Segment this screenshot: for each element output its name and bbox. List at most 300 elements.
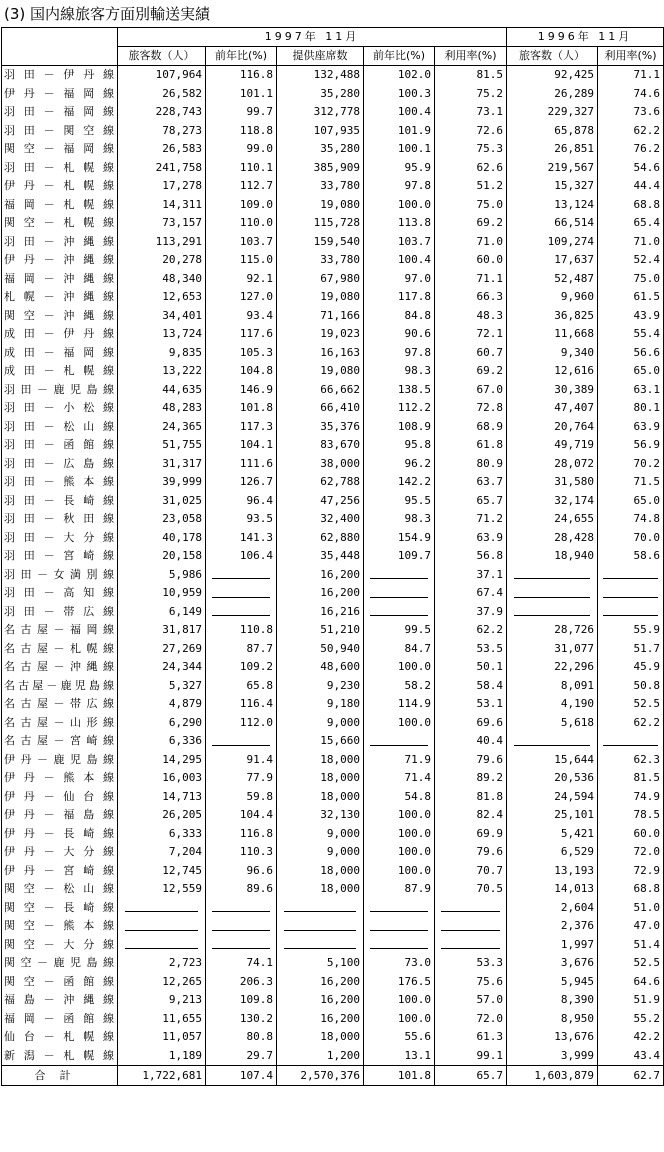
no-data-cell <box>277 917 364 936</box>
seats-yoy-cell: 142.2 <box>364 473 435 492</box>
load-factor-cell: 61.8 <box>435 436 507 455</box>
load-factor-cell: 63.9 <box>435 529 507 548</box>
yoy-cell: 92.1 <box>206 270 277 289</box>
load-factor-1996-cell: 70.0 <box>598 529 664 548</box>
load-factor-cell: 53.5 <box>435 640 507 659</box>
load-factor-1996-cell: 62.2 <box>598 122 664 141</box>
no-data-cell <box>435 899 507 918</box>
no-data-line <box>284 930 356 931</box>
no-data-cell <box>364 936 435 955</box>
load-factor-1996-cell: 56.6 <box>598 344 664 363</box>
seats-yoy-cell: 90.6 <box>364 325 435 344</box>
no-data-cell <box>206 584 277 603</box>
no-data-line <box>370 745 429 746</box>
seats-cell: 312,778 <box>277 103 364 122</box>
route-header-cell <box>2 28 118 66</box>
seats-yoy-cell: 100.0 <box>364 658 435 677</box>
route-name-cell: 福島－沖縄線 <box>2 991 118 1010</box>
seats-cell: 15,660 <box>277 732 364 751</box>
no-data-line <box>441 911 501 912</box>
passengers-cell: 6,149 <box>118 603 206 622</box>
passengers-1996-cell: 11,668 <box>507 325 598 344</box>
yoy-cell: 29.7 <box>206 1047 277 1066</box>
no-data-line <box>603 597 658 598</box>
table-row <box>2 547 664 566</box>
seats-yoy-cell: 58.2 <box>364 677 435 696</box>
load-factor-cell: 70.5 <box>435 880 507 899</box>
seats-yoy-cell: 71.9 <box>364 751 435 770</box>
seats-yoy-header: 前年比(%) <box>364 47 435 66</box>
load-factor-1996-cell: 81.5 <box>598 769 664 788</box>
load-factor-cell: 63.7 <box>435 473 507 492</box>
seats-cell: 16,216 <box>277 603 364 622</box>
seats-yoy-cell: 117.8 <box>364 288 435 307</box>
yoy-cell: 130.2 <box>206 1010 277 1029</box>
passengers-cell: 27,269 <box>118 640 206 659</box>
table-row <box>2 677 664 696</box>
passengers-cell: 4,879 <box>118 695 206 714</box>
seats-cell: 18,000 <box>277 1028 364 1047</box>
seats-cell: 16,163 <box>277 344 364 363</box>
load-factor-cell: 58.4 <box>435 677 507 696</box>
route-statistics-table <box>1 27 664 1086</box>
table-row <box>2 436 664 455</box>
no-data-cell <box>277 936 364 955</box>
seats-cell: 32,130 <box>277 806 364 825</box>
seats-yoy-cell: 112.2 <box>364 399 435 418</box>
route-name-cell: 成田－福岡線 <box>2 344 118 363</box>
no-data-line <box>125 911 198 912</box>
passengers-cell: 78,273 <box>118 122 206 141</box>
passengers-cell: 14,311 <box>118 196 206 215</box>
no-data-line <box>441 930 501 931</box>
load-factor-cell: 81.8 <box>435 788 507 807</box>
no-data-cell <box>118 936 206 955</box>
passengers-1996-cell: 25,101 <box>507 806 598 825</box>
load-factor-1996-cell: 64.6 <box>598 973 664 992</box>
seats-yoy-cell: 96.2 <box>364 455 435 474</box>
no-data-line <box>603 578 658 579</box>
route-name-cell: 羽田－熊本線 <box>2 473 118 492</box>
passengers-1996-cell: 28,726 <box>507 621 598 640</box>
yoy-cell: 59.8 <box>206 788 277 807</box>
passengers-cell: 1,189 <box>118 1047 206 1066</box>
load-factor-1996-cell: 45.9 <box>598 658 664 677</box>
load-factor-cell: 80.9 <box>435 455 507 474</box>
seats-cell: 16,200 <box>277 973 364 992</box>
passengers-1996-cell: 13,124 <box>507 196 598 215</box>
yoy-cell: 99.7 <box>206 103 277 122</box>
table-row <box>2 695 664 714</box>
seats-cell: 62,788 <box>277 473 364 492</box>
route-name-cell: 成田－札幌線 <box>2 362 118 381</box>
seats-cell: 1,200 <box>277 1047 364 1066</box>
passengers-cell: 13,222 <box>118 362 206 381</box>
load-factor-1996-cell: 63.9 <box>598 418 664 437</box>
load-factor-1996-cell: 68.8 <box>598 196 664 215</box>
load-factor-cell: 79.6 <box>435 843 507 862</box>
load-factor-cell: 61.3 <box>435 1028 507 1047</box>
seats-cell: 9,000 <box>277 843 364 862</box>
seats-cell: 18,000 <box>277 880 364 899</box>
load-factor-cell: 71.1 <box>435 270 507 289</box>
passengers-1996-cell: 8,950 <box>507 1010 598 1029</box>
table-row <box>2 788 664 807</box>
load-factor-1996-cell: 73.6 <box>598 103 664 122</box>
load-factor-cell: 75.0 <box>435 196 507 215</box>
yoy-cell: 96.4 <box>206 492 277 511</box>
route-name-cell: 伊丹－熊本線 <box>2 769 118 788</box>
yoy-cell: 126.7 <box>206 473 277 492</box>
seats-cell: 47,256 <box>277 492 364 511</box>
route-name-cell: 関空－松山線 <box>2 880 118 899</box>
yoy-cell: 77.9 <box>206 769 277 788</box>
passengers-1996-cell: 8,390 <box>507 991 598 1010</box>
seats-cell: 35,448 <box>277 547 364 566</box>
route-name-cell: 羽田－松山線 <box>2 418 118 437</box>
no-data-cell <box>364 584 435 603</box>
passengers-cell: 14,713 <box>118 788 206 807</box>
no-data-cell <box>364 899 435 918</box>
load-factor-1996-cell: 61.5 <box>598 288 664 307</box>
no-data-line <box>514 578 590 579</box>
load-factor-1996-header: 利用率(%) <box>598 47 664 66</box>
passengers-cell: 26,205 <box>118 806 206 825</box>
yoy-cell: 65.8 <box>206 677 277 696</box>
passengers-1996-cell: 12,616 <box>507 362 598 381</box>
passengers-1996-cell: 20,764 <box>507 418 598 437</box>
passengers-1996-cell: 24,594 <box>507 788 598 807</box>
yoy-cell: 110.1 <box>206 159 277 178</box>
no-data-line <box>212 930 271 931</box>
load-factor-1996-cell: 51.9 <box>598 991 664 1010</box>
seats-yoy-cell: 109.7 <box>364 547 435 566</box>
load-factor-1996-cell: 63.1 <box>598 381 664 400</box>
yoy-cell: 91.4 <box>206 751 277 770</box>
route-name-cell: 名古屋－福岡線 <box>2 621 118 640</box>
total-passengers-1996: 1,603,879 <box>507 1066 598 1086</box>
route-name-cell: 関空－函館線 <box>2 973 118 992</box>
table-row <box>2 455 664 474</box>
table-row <box>2 492 664 511</box>
route-name-cell: 羽田－女満別線 <box>2 566 118 585</box>
no-data-cell <box>435 936 507 955</box>
route-name-cell: 伊丹－福岡線 <box>2 85 118 104</box>
route-name-cell: 伊丹－福島線 <box>2 806 118 825</box>
no-data-cell <box>507 584 598 603</box>
load-factor-1996-cell: 71.5 <box>598 473 664 492</box>
route-name-cell: 関空－大分線 <box>2 936 118 955</box>
passengers-1996-cell: 47,407 <box>507 399 598 418</box>
no-data-cell <box>598 584 664 603</box>
no-data-cell <box>598 732 664 751</box>
seats-yoy-cell: 13.1 <box>364 1047 435 1066</box>
seats-yoy-cell: 154.9 <box>364 529 435 548</box>
no-data-cell <box>277 899 364 918</box>
no-data-cell <box>206 899 277 918</box>
load-factor-cell: 67.4 <box>435 584 507 603</box>
table-row <box>2 159 664 178</box>
yoy-cell: 103.7 <box>206 233 277 252</box>
seats-cell: 19,023 <box>277 325 364 344</box>
route-name-cell: 成田－伊丹線 <box>2 325 118 344</box>
load-factor-1996-cell: 72.0 <box>598 843 664 862</box>
route-name-cell: 関空－札幌線 <box>2 214 118 233</box>
passengers-1996-cell: 4,190 <box>507 695 598 714</box>
passengers-cell: 24,344 <box>118 658 206 677</box>
yoy-cell: 104.1 <box>206 436 277 455</box>
load-factor-1996-cell: 55.2 <box>598 1010 664 1029</box>
load-factor-cell: 72.1 <box>435 325 507 344</box>
table-row <box>2 66 664 85</box>
load-factor-1996-cell: 56.9 <box>598 436 664 455</box>
load-factor-cell: 82.4 <box>435 806 507 825</box>
load-factor-cell: 72.8 <box>435 399 507 418</box>
table-row <box>2 1028 664 1047</box>
no-data-line <box>125 948 198 949</box>
seats-cell: 67,980 <box>277 270 364 289</box>
passengers-cell: 7,204 <box>118 843 206 862</box>
seats-cell: 9,000 <box>277 825 364 844</box>
yoy-cell: 146.9 <box>206 381 277 400</box>
seats-cell: 66,410 <box>277 399 364 418</box>
year-header-row <box>2 28 664 47</box>
yoy-cell: 109.0 <box>206 196 277 215</box>
load-factor-1996-cell: 52.5 <box>598 695 664 714</box>
yoy-cell: 104.8 <box>206 362 277 381</box>
seats-cell: 16,200 <box>277 1010 364 1029</box>
load-factor-cell: 99.1 <box>435 1047 507 1066</box>
route-name-cell: 伊丹－鹿児島線 <box>2 751 118 770</box>
route-name-cell: 羽田－小松線 <box>2 399 118 418</box>
seats-cell: 159,540 <box>277 233 364 252</box>
yoy-cell: 110.0 <box>206 214 277 233</box>
table-row <box>2 122 664 141</box>
yoy-cell: 80.8 <box>206 1028 277 1047</box>
passengers-1996-cell: 8,091 <box>507 677 598 696</box>
load-factor-cell: 50.1 <box>435 658 507 677</box>
load-factor-1996-cell: 44.4 <box>598 177 664 196</box>
passengers-cell: 20,278 <box>118 251 206 270</box>
seats-cell: 385,909 <box>277 159 364 178</box>
no-data-line <box>125 930 198 931</box>
total-passengers: 1,722,681 <box>118 1066 206 1086</box>
table-row <box>2 769 664 788</box>
load-factor-cell: 40.4 <box>435 732 507 751</box>
table-row <box>2 214 664 233</box>
passengers-cell: 241,758 <box>118 159 206 178</box>
route-name-cell: 新潟－札幌線 <box>2 1047 118 1066</box>
passengers-cell: 6,336 <box>118 732 206 751</box>
seats-yoy-cell: 100.4 <box>364 251 435 270</box>
yoy-cell: 109.8 <box>206 991 277 1010</box>
load-factor-cell: 70.7 <box>435 862 507 881</box>
passengers-1996-cell: 52,487 <box>507 270 598 289</box>
route-name-cell: 伊丹－宮崎線 <box>2 862 118 881</box>
route-name-cell: 名古屋－鹿児島線 <box>2 677 118 696</box>
passengers-cell: 23,058 <box>118 510 206 529</box>
load-factor-cell: 53.1 <box>435 695 507 714</box>
passengers-cell: 11,057 <box>118 1028 206 1047</box>
seats-cell: 19,080 <box>277 362 364 381</box>
seats-yoy-cell: 100.0 <box>364 714 435 733</box>
route-name-cell: 札幌－沖縄線 <box>2 288 118 307</box>
load-factor-1996-cell: 42.2 <box>598 1028 664 1047</box>
route-name-cell: 福岡－沖縄線 <box>2 270 118 289</box>
yoy-cell: 110.8 <box>206 621 277 640</box>
passengers-cell: 40,178 <box>118 529 206 548</box>
load-factor-1996-cell: 62.3 <box>598 751 664 770</box>
seats-yoy-cell: 95.9 <box>364 159 435 178</box>
passengers-cell: 51,755 <box>118 436 206 455</box>
route-name-cell: 福岡－札幌線 <box>2 196 118 215</box>
seats-yoy-cell: 71.4 <box>364 769 435 788</box>
route-name-cell: 羽田－沖縄線 <box>2 233 118 252</box>
load-factor-1996-cell: 55.4 <box>598 325 664 344</box>
table-row <box>2 843 664 862</box>
load-factor-1996-cell: 51.4 <box>598 936 664 955</box>
no-data-cell <box>507 566 598 585</box>
seats-yoy-cell: 84.7 <box>364 640 435 659</box>
load-factor-cell: 89.2 <box>435 769 507 788</box>
seats-yoy-cell: 87.9 <box>364 880 435 899</box>
passengers-1996-cell: 22,296 <box>507 658 598 677</box>
passengers-1996-cell: 13,193 <box>507 862 598 881</box>
table-row <box>2 103 664 122</box>
total-row <box>2 1066 664 1086</box>
passengers-cell: 107,964 <box>118 66 206 85</box>
no-data-line <box>370 911 429 912</box>
route-name-cell: 伊丹－長崎線 <box>2 825 118 844</box>
route-name-cell: 羽田－札幌線 <box>2 159 118 178</box>
seats-header: 提供座席数 <box>277 47 364 66</box>
yoy-cell: 99.0 <box>206 140 277 159</box>
route-name-cell: 仙台－札幌線 <box>2 1028 118 1047</box>
no-data-cell <box>206 732 277 751</box>
no-data-line <box>212 597 271 598</box>
load-factor-cell: 72.6 <box>435 122 507 141</box>
yoy-cell: 116.4 <box>206 695 277 714</box>
no-data-cell <box>598 566 664 585</box>
no-data-cell <box>118 899 206 918</box>
seats-cell: 16,200 <box>277 991 364 1010</box>
passengers-1996-cell: 65,878 <box>507 122 598 141</box>
load-factor-header: 利用率(%) <box>435 47 507 66</box>
seats-yoy-cell: 84.8 <box>364 307 435 326</box>
no-data-cell <box>206 566 277 585</box>
load-factor-cell: 37.1 <box>435 566 507 585</box>
table-row <box>2 251 664 270</box>
seats-cell: 18,000 <box>277 862 364 881</box>
load-factor-1996-cell: 54.6 <box>598 159 664 178</box>
load-factor-1996-cell: 51.0 <box>598 899 664 918</box>
route-name-cell: 羽田－秋田線 <box>2 510 118 529</box>
no-data-line <box>212 911 271 912</box>
seats-yoy-cell: 101.9 <box>364 122 435 141</box>
yoy-cell: 110.3 <box>206 843 277 862</box>
no-data-cell <box>435 917 507 936</box>
passengers-cell: 9,835 <box>118 344 206 363</box>
load-factor-cell: 51.2 <box>435 177 507 196</box>
passengers-header: 旅客数（人） <box>118 47 206 66</box>
seats-yoy-cell: 100.0 <box>364 806 435 825</box>
page-title: (3) 国内線旅客方面別輸送実績 <box>4 5 211 23</box>
seats-cell: 35,280 <box>277 140 364 159</box>
passengers-1996-cell: 15,644 <box>507 751 598 770</box>
load-factor-cell: 62.6 <box>435 159 507 178</box>
no-data-line <box>370 578 429 579</box>
load-factor-1996-cell: 43.4 <box>598 1047 664 1066</box>
passengers-1996-cell: 24,655 <box>507 510 598 529</box>
seats-cell: 83,670 <box>277 436 364 455</box>
no-data-cell <box>364 732 435 751</box>
load-factor-cell: 71.0 <box>435 233 507 252</box>
table-row <box>2 196 664 215</box>
load-factor-cell: 60.7 <box>435 344 507 363</box>
seats-cell: 9,230 <box>277 677 364 696</box>
no-data-line <box>370 948 429 949</box>
passengers-cell: 113,291 <box>118 233 206 252</box>
table-row <box>2 991 664 1010</box>
passengers-1996-cell: 6,529 <box>507 843 598 862</box>
load-factor-cell: 66.3 <box>435 288 507 307</box>
seats-yoy-cell: 100.0 <box>364 1010 435 1029</box>
seats-cell: 35,280 <box>277 85 364 104</box>
seats-cell: 9,180 <box>277 695 364 714</box>
route-name-cell: 羽田－長崎線 <box>2 492 118 511</box>
passengers-1996-cell: 15,327 <box>507 177 598 196</box>
load-factor-cell: 75.3 <box>435 140 507 159</box>
route-name-cell: 羽田－関空線 <box>2 122 118 141</box>
seats-cell: 62,880 <box>277 529 364 548</box>
seats-yoy-cell: 102.0 <box>364 66 435 85</box>
table-row <box>2 714 664 733</box>
yoy-cell: 101.8 <box>206 399 277 418</box>
no-data-line <box>212 745 271 746</box>
route-name-cell: 羽田－広島線 <box>2 455 118 474</box>
passengers-1996-cell: 28,072 <box>507 455 598 474</box>
seats-yoy-cell: 100.3 <box>364 85 435 104</box>
seats-yoy-cell: 100.0 <box>364 862 435 881</box>
yoy-cell: 206.3 <box>206 973 277 992</box>
table-row <box>2 658 664 677</box>
no-data-cell <box>507 603 598 622</box>
total-yoy: 107.4 <box>206 1066 277 1086</box>
passengers-cell: 12,745 <box>118 862 206 881</box>
no-data-line <box>370 597 429 598</box>
no-data-line <box>212 578 271 579</box>
passengers-cell: 10,959 <box>118 584 206 603</box>
table-row <box>2 825 664 844</box>
seats-yoy-cell: 95.8 <box>364 436 435 455</box>
yoy-cell: 93.5 <box>206 510 277 529</box>
total-seats-yoy: 101.8 <box>364 1066 435 1086</box>
route-name-cell: 羽田－帯広線 <box>2 603 118 622</box>
load-factor-1996-cell: 65.4 <box>598 214 664 233</box>
route-name-cell: 伊丹－札幌線 <box>2 177 118 196</box>
passengers-1996-cell: 9,340 <box>507 344 598 363</box>
passengers-1996-cell: 109,274 <box>507 233 598 252</box>
no-data-line <box>370 615 429 616</box>
load-factor-1996-cell: 75.0 <box>598 270 664 289</box>
passengers-cell: 31,317 <box>118 455 206 474</box>
load-factor-cell: 53.3 <box>435 954 507 973</box>
seats-cell: 18,000 <box>277 788 364 807</box>
passengers-1996-cell: 66,514 <box>507 214 598 233</box>
total-label: 合計 <box>2 1066 118 1086</box>
no-data-cell <box>118 917 206 936</box>
route-name-cell: 関空－沖縄線 <box>2 307 118 326</box>
